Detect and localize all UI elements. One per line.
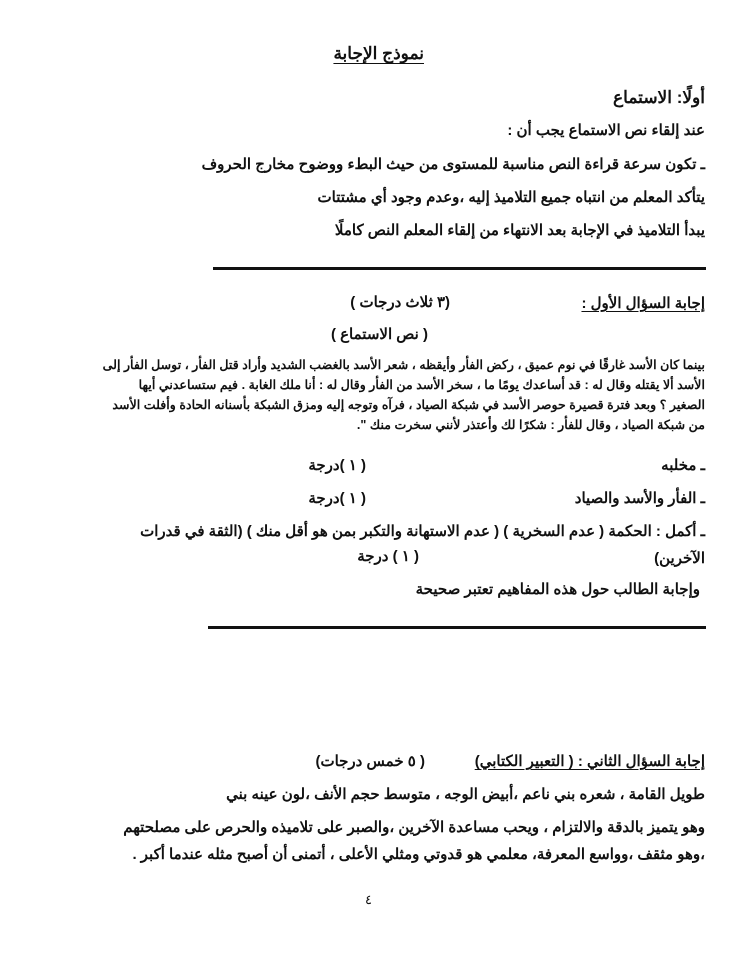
listening-point-1: ـ تكون سرعة قراءة النص مناسبة للمستوى من حيث البطء ووضوح مخارج الحروف: [201, 156, 705, 173]
q1-passage: [103, 355, 705, 435]
divider-2: [208, 626, 706, 629]
listening-intro: عند إلقاء نص الاستماع يجب أن :: [507, 122, 705, 139]
passage-line: بينما كان الأسد غارقًا في نوم عميق ، ركض الفأر وأيقظه ، شعر الأسد بالغضب الشديد وأراد قتل الفأر ، توسل الفأر إلى: [102, 358, 705, 372]
listening-point-2: يتأكد المعلم من انتباه جميع التلاميذ إليه ،وعدم وجود أي مشتتات: [317, 189, 705, 206]
answer-1-score: ( ١ )درجة: [308, 457, 366, 474]
answer-1-text: ـ مخلبه: [661, 457, 705, 474]
q2-line-1: طويل القامة ، شعره بني ناعم ،أبيض الوجه ، متوسط حجم الأنف ،لون عينه بني: [226, 786, 705, 803]
complete-score: ( ١ ) درجة: [357, 548, 419, 565]
q2-marks: ( ٥ خمس درجات): [315, 753, 425, 770]
passage-line: الأسد ألا يقتله وقال له : قد أساعدك يومًا ما ، سخر الأسد من الفأر وقال له : أنا ملك الغابة . فيم ستساعدني أيها: [138, 378, 705, 392]
divider-1: [213, 267, 706, 270]
passage-line: من شبكة الصياد ، وقال للفأر : شكرًا لك وأعتذر لأنني سخرت منك ".: [356, 418, 705, 432]
answer-2-score: ( ١ )درجة: [308, 490, 366, 507]
complete-line-1: ـ أكمل : الحكمة ( عدم السخرية ) ( عدم الاستهانة والتكبر بمن هو أقل منك ) (الثقة في قدرات: [140, 523, 705, 540]
page-number: ٤: [365, 892, 372, 907]
q2-label: إجابة السؤال الثاني : ( التعبير الكتابي): [474, 753, 705, 770]
q1-label: إجابة السؤال الأول :: [581, 295, 705, 312]
q2-line-2: وهو يتميز بالدقة والالتزام ، ويحب مساعدة الآخرين ،والصبر على تلاميذه والحرص على مصلحتهم: [123, 819, 705, 836]
complete-line-2: الآخرين): [654, 550, 705, 567]
q1-subtitle: ( نص الاستماع ): [330, 326, 428, 343]
listening-point-3: يبدأ التلاميذ في الإجابة بعد الانتهاء من إلقاء المعلم النص كاملًا: [334, 222, 705, 239]
q2-line-3: ،وهو مثقف ،وواسع المعرفة، معلمي هو قدوتي ومثلي الأعلى ، أتمنى أن أصبح مثله عندما أكبر .: [132, 846, 705, 863]
answer-2-text: ـ الفأر والأسد والصياد: [574, 490, 705, 507]
page-title: نموذج الإجابة: [333, 44, 424, 63]
q1-note: وإجابة الطالب حول هذه المفاهيم تعتبر صحيحة: [415, 581, 700, 598]
section-heading-listening: أولًا: الاستماع: [613, 88, 705, 107]
q1-marks: (٣ ثلاث درجات ): [350, 294, 450, 311]
passage-line: الصغير ؟ وبعد فترة قصيرة حوصر الأسد في شبكة الصياد ، فرآه وتوجه إليه ومزق الشبكة بأسنانه الحادة وأفلت الأسد: [112, 398, 705, 412]
